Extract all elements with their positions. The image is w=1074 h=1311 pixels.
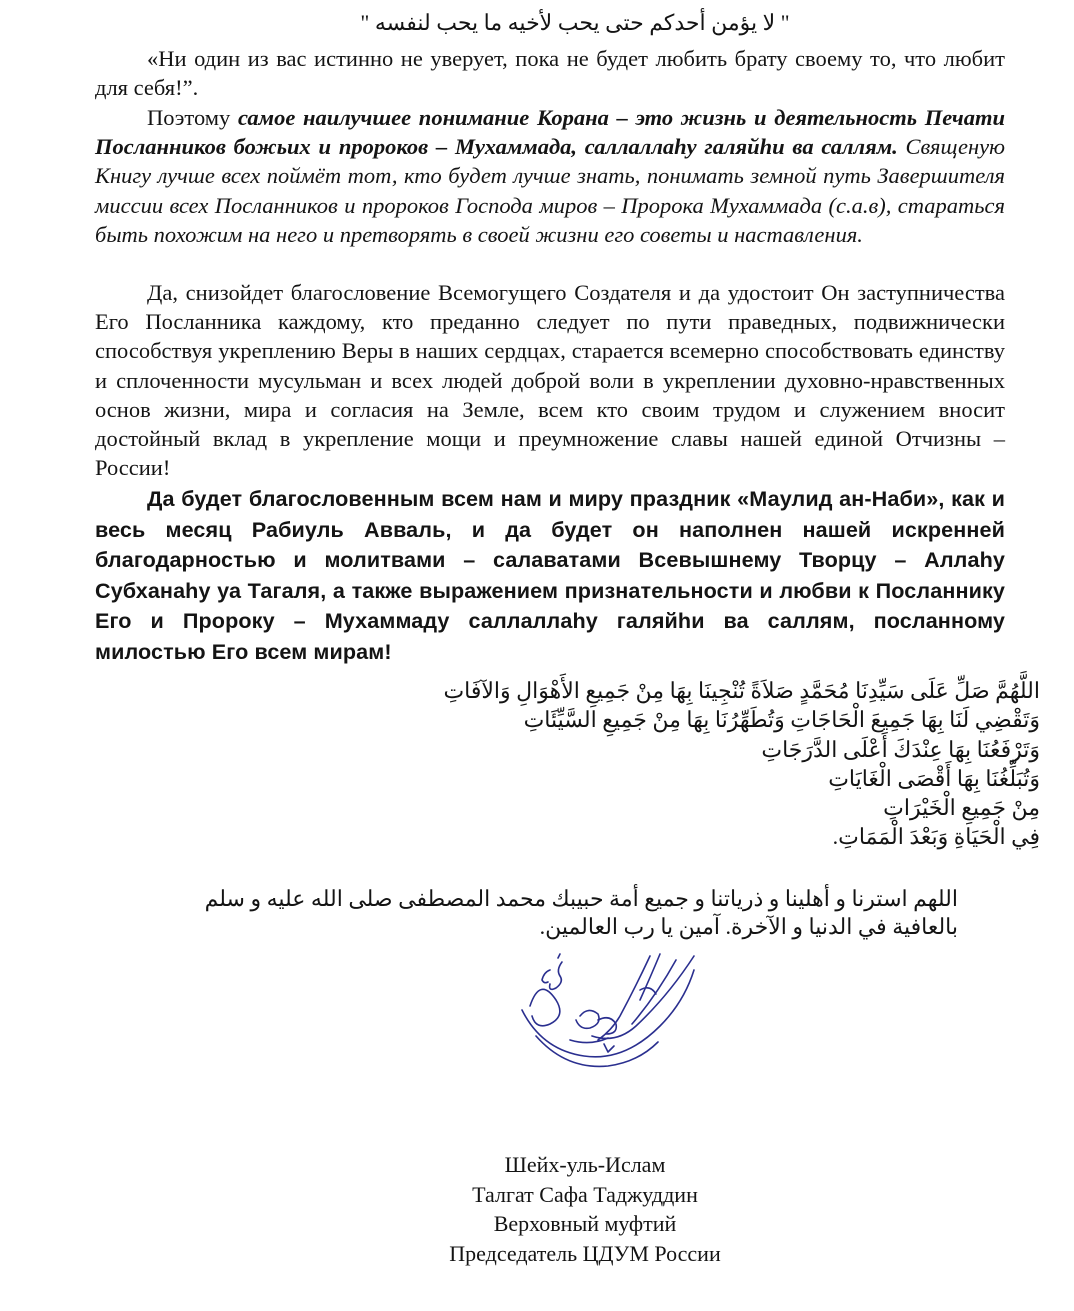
salawat-line: وَتُبَلِّغُنَا بِهَا أَقْصَى الْغَايَاتِ: [828, 765, 1040, 791]
paragraph-italic: Священую Книгу лучше всех поймёт тот, кто будет лучше знать, понимать земной путь Завершителя миссии всех Посланников и пророков Господа миров – Пророка Мухаммада (с.а.в), стараться быть похожим на него и претворять в своей жизни его советы и наставления.: [95, 134, 1005, 247]
signer-position: Верховный муфтий: [493, 1211, 677, 1236]
paragraph-quran-understanding: [95, 103, 1005, 249]
hadith-arabic: " لا يؤمن أحدكم حتى يحب لأخيه ما يحب لنفسه ": [360, 10, 790, 35]
salawat-prayer: [290, 676, 1040, 852]
salawat-line: وَتَرْفَعُنَا بِهَا عِنْدَكَ أَعْلَى الدَّرَجَاتِ: [761, 736, 1040, 762]
signer-block: [380, 1150, 790, 1268]
salawat-line: اللَّهُمَّ صَلِّ عَلَى سَيِّدِنَا مُحَمَّدٍ صَلاَةً تُنْجِينَا بِهَا مِنْ جَمِيعِ الأَهْوَالِ وَالآفَاتِ: [443, 678, 1040, 703]
paragraph-lead: Поэтому: [147, 105, 239, 130]
dua-text: [204, 885, 958, 941]
salawat-line: وَتَقْضِي لَنَا بِهَا جَمِيعَ الْحَاجَاتِ وَتُطَهِّرُنَا بِهَا مِنْ جَمِيعِ السَّيِّئَاتِ: [523, 707, 1040, 733]
dua-line: بالعافية في الدنيا و الآخرة. آمين يا رب العالمين.: [539, 914, 958, 939]
salawat-line: فِي الْحَيَاةِ وَبَعْدَ الْمَمَاتِ.: [832, 824, 1040, 850]
dua-line: اللهم استرنا و أهلينا و ذرياتنا و جميع أمة حبيبك محمد المصطفى صلى الله عليه و سلم: [204, 886, 958, 911]
hadith-translation: «Ни один из вас истинно не уверует, пока не будет любить брату своему то, что любит для себя!”.: [95, 46, 1005, 101]
salawat-line: مِنْ جَمِيعِ الْخَيْرَاتِ: [883, 795, 1040, 821]
paragraph-emphasis: самое наилучшее понимание Корана – это жизнь и деятельность Печати Посланников божьих и пророков – Мухаммада, саллаллаhу галяйhи ва саллям.: [95, 105, 1005, 160]
paragraph-mawlid: Да будет благословенным всем нам и миру праздник «Маулид ан-Наби», как и весь месяц Рабиуль Авваль, и да будет он наполнен нашей искренней благодарностью и молитвами – салаватами Всевышнему Творцу – Аллаhу Субханаhу уа Тагаля, а также выражением признательности и любви к Посланнику Его и Пророку – Мухаммаду саллаллаhу галяйhи ва саллям, посланному милостью Его всем мирам!: [95, 486, 1005, 664]
signer-chair: Председатель ЦДУМ России: [449, 1240, 721, 1266]
signer-name: Талгат Сафа Таджуддин: [472, 1181, 698, 1207]
paragraph-blessing: Да, снизойдет благословение Всемогущего Создателя и да удостоит Он заступничества Его Посланника каждому, кто преданно следует по пути праведных, подвижнически способствуя укреплению Веры в наших сердцах, старается всемерно способствовать единству и сплоченности мусульман и всех людей доброй воли в укреплении духовно-нравственных основ жизни, мира и согласия на Земле, всем кто своим трудом и служением вносит достойный вклад в укрепление мощи и преумножение славы нашей единой Отчизны – России!: [95, 280, 1005, 481]
signer-title: Шейх-уль-Ислам: [504, 1152, 666, 1177]
handwritten-signature: [500, 950, 720, 1080]
